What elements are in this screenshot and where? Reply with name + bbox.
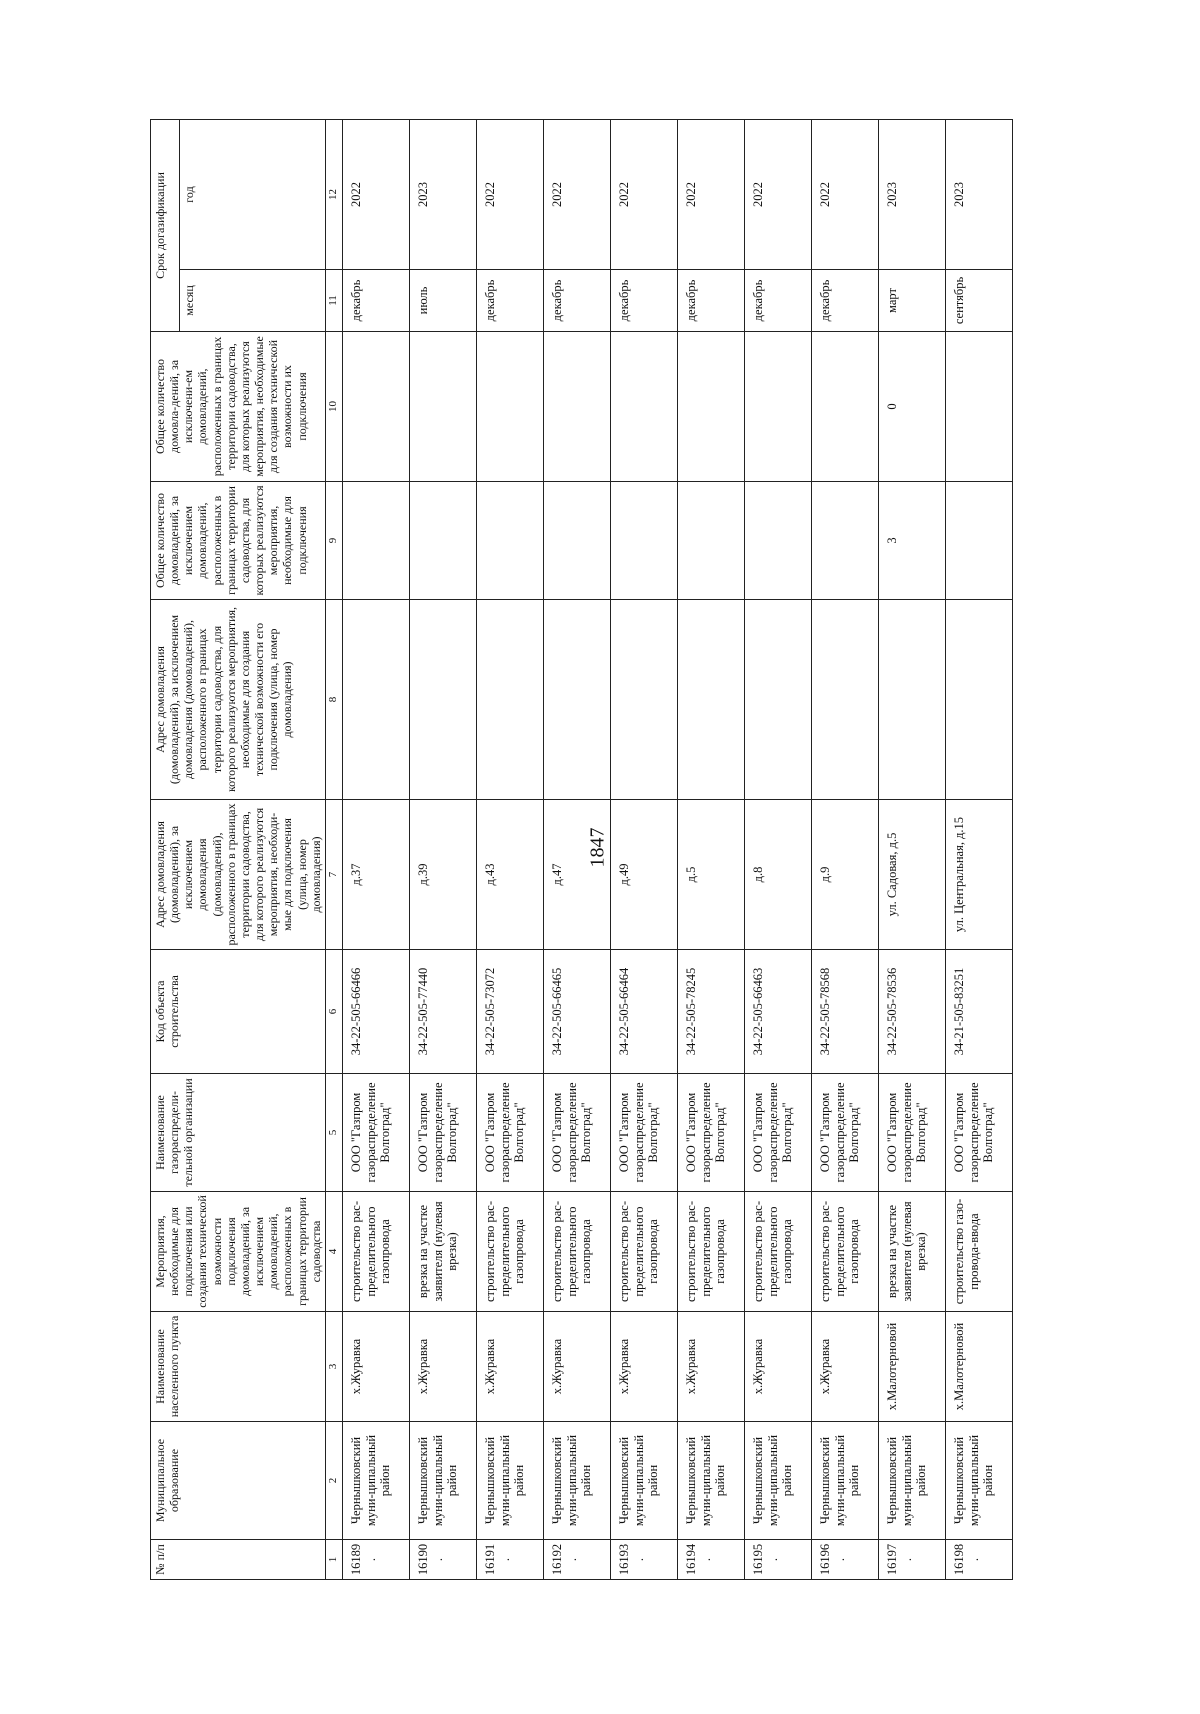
cell-address1: д.49 xyxy=(610,800,677,950)
cell-municipality: Чернышковский муни-ципальный район xyxy=(543,1422,610,1540)
header-address2: Адрес домовладения (домовладений), за исключением домовладения (домовладений), расположенного в границах территории садоводства, для которого реализуются мероприятия, необходимые для создания технической возможности его подключения (улица, номер домовладения) xyxy=(151,600,326,800)
cell-measures: строительство газо-провода-ввода xyxy=(945,1192,1012,1312)
cell-year: 2023 xyxy=(878,119,945,269)
header-num: № п/п xyxy=(151,1540,326,1580)
table-row xyxy=(878,119,945,1579)
cell-month: июль xyxy=(409,270,476,332)
cell-address1: ул. Центральная, д.15 xyxy=(945,800,1012,950)
cell-settlement: х.Журавка xyxy=(744,1312,811,1422)
cell-year: 2022 xyxy=(610,119,677,269)
cell-gas-org: ООО "Газпром газораспределение Волгоград" xyxy=(409,1074,476,1192)
cell-code: 34-22-505-66463 xyxy=(744,950,811,1074)
header-month: месяц xyxy=(180,270,326,332)
cell-address1: ул. Садовая, д.5 xyxy=(878,800,945,950)
header-settlement: Наименование населенного пункта xyxy=(151,1312,326,1422)
column-number: 5 xyxy=(325,1074,342,1192)
cell-municipality: Чернышковский муни-ципальный район xyxy=(610,1422,677,1540)
column-number: 11 xyxy=(325,270,342,332)
header-year: год xyxy=(180,119,326,269)
cell-total1 xyxy=(476,482,543,600)
cell-num: 16189. xyxy=(342,1540,409,1580)
cell-municipality: Чернышковский муни-ципальный район xyxy=(342,1422,409,1540)
column-number: 6 xyxy=(325,950,342,1074)
cell-address2 xyxy=(878,600,945,800)
cell-settlement: х.Журавка xyxy=(811,1312,878,1422)
header-code: Код объекта строительства xyxy=(151,950,326,1074)
cell-code: 34-22-505-78568 xyxy=(811,950,878,1074)
column-number: 4 xyxy=(325,1192,342,1312)
cell-municipality: Чернышковский муни-ципальный район xyxy=(945,1422,1012,1540)
cell-code: 34-21-505-83251 xyxy=(945,950,1012,1074)
cell-month: декабрь xyxy=(543,270,610,332)
cell-municipality: Чернышковский муни-ципальный район xyxy=(878,1422,945,1540)
cell-settlement: х.Журавка xyxy=(677,1312,744,1422)
header-total2: Общее количество домовла-дений, за исключени-ем домовладений, расположенных в границах территории садоводства, для которых реализуются мероприятия, необходимые для создания технической возможности их подключения xyxy=(151,332,326,482)
cell-settlement: х.Журавка xyxy=(610,1312,677,1422)
cell-address1: д.5 xyxy=(677,800,744,950)
header-address1: Адрес домовладения (домовладений), за исключением домовладения (домовладений), расположенного в границах территории садоводства, для которого реализуются мероприятия, необходи-мые для подключения (улица, номер домовладения) xyxy=(151,800,326,950)
column-number: 3 xyxy=(325,1312,342,1422)
cell-year: 2023 xyxy=(945,119,1012,269)
cell-num: 16196. xyxy=(811,1540,878,1580)
cell-total2 xyxy=(945,332,1012,482)
cell-year: 2023 xyxy=(409,119,476,269)
cell-month: сентябрь xyxy=(945,270,1012,332)
cell-municipality: Чернышковский муни-ципальный район xyxy=(409,1422,476,1540)
header-deadline: Срок догазификации xyxy=(151,119,180,331)
gasification-table xyxy=(150,119,1013,1580)
cell-month: декабрь xyxy=(476,270,543,332)
table-row xyxy=(945,119,1012,1579)
cell-gas-org: ООО "Газпром газораспределение Волгоград" xyxy=(744,1074,811,1192)
cell-measures: строительство рас-пределительного газопровода xyxy=(744,1192,811,1312)
cell-total2 xyxy=(342,332,409,482)
cell-settlement: х.Малотерновой xyxy=(878,1312,945,1422)
cell-total2 xyxy=(476,332,543,482)
cell-gas-org: ООО "Газпром газораспределение Волгоград" xyxy=(677,1074,744,1192)
cell-measures: строительство рас-пределительного газопровода xyxy=(610,1192,677,1312)
cell-address1: д.37 xyxy=(342,800,409,950)
table-row xyxy=(610,119,677,1579)
cell-code: 34-22-505-66465 xyxy=(543,950,610,1074)
cell-month: декабрь xyxy=(342,270,409,332)
cell-num: 16197. xyxy=(878,1540,945,1580)
cell-municipality: Чернышковский муни-ципальный район xyxy=(811,1422,878,1540)
rotated-table-container xyxy=(150,120,1030,1580)
cell-address2 xyxy=(677,600,744,800)
table-row xyxy=(811,119,878,1579)
column-number: 12 xyxy=(325,119,342,269)
cell-settlement: х.Журавка xyxy=(342,1312,409,1422)
table-row xyxy=(543,119,610,1579)
cell-code: 34-22-505-73072 xyxy=(476,950,543,1074)
cell-settlement: х.Журавка xyxy=(476,1312,543,1422)
cell-total2: 0 xyxy=(878,332,945,482)
cell-num: 16191. xyxy=(476,1540,543,1580)
cell-num: 16190. xyxy=(409,1540,476,1580)
cell-gas-org: ООО "Газпром газораспределение Волгоград" xyxy=(878,1074,945,1192)
cell-measures: строительство рас-пределительного газопровода xyxy=(543,1192,610,1312)
cell-num: 16192. xyxy=(543,1540,610,1580)
cell-total1 xyxy=(677,482,744,600)
cell-total1 xyxy=(409,482,476,600)
cell-measures: врезка на участке заявителя (нулевая врезка) xyxy=(878,1192,945,1312)
cell-total1 xyxy=(811,482,878,600)
cell-address2 xyxy=(744,600,811,800)
cell-total2 xyxy=(677,332,744,482)
cell-year: 2022 xyxy=(342,119,409,269)
cell-gas-org: ООО "Газпром газораспределение Волгоград" xyxy=(342,1074,409,1192)
cell-year: 2022 xyxy=(677,119,744,269)
cell-address2 xyxy=(342,600,409,800)
cell-total2 xyxy=(409,332,476,482)
header-measures: Мероприятия, необходимые для подключения или создания технической возможности подключения домовладений, за исключением домовладений, расположенных в границах территории садоводства xyxy=(151,1192,326,1312)
cell-settlement: х.Малотерновой xyxy=(945,1312,1012,1422)
cell-address2 xyxy=(543,600,610,800)
column-number: 2 xyxy=(325,1422,342,1540)
cell-settlement: х.Журавка xyxy=(543,1312,610,1422)
cell-municipality: Чернышковский муни-ципальный район xyxy=(744,1422,811,1540)
cell-total2 xyxy=(543,332,610,482)
cell-code: 34-22-505-78245 xyxy=(677,950,744,1074)
table-row xyxy=(476,119,543,1579)
header-gas-org: Наименование газораспредели-тельной организации xyxy=(151,1074,326,1192)
cell-measures: врезка на участке заявителя (нулевая врезка) xyxy=(409,1192,476,1312)
column-number: 1 xyxy=(325,1540,342,1580)
column-number: 8 xyxy=(325,600,342,800)
cell-total1 xyxy=(945,482,1012,600)
cell-gas-org: ООО "Газпром газораспределение Волгоград" xyxy=(610,1074,677,1192)
cell-num: 16193. xyxy=(610,1540,677,1580)
header-row xyxy=(151,119,180,1579)
cell-municipality: Чернышковский муни-ципальный район xyxy=(476,1422,543,1540)
cell-gas-org: ООО "Газпром газораспределение Волгоград" xyxy=(945,1074,1012,1192)
cell-measures: строительство рас-пределительного газопровода xyxy=(811,1192,878,1312)
cell-address2 xyxy=(945,600,1012,800)
cell-year: 2022 xyxy=(744,119,811,269)
cell-month: декабрь xyxy=(811,270,878,332)
cell-address2 xyxy=(476,600,543,800)
cell-total1 xyxy=(744,482,811,600)
page-number: 1847 xyxy=(586,827,609,868)
cell-total1 xyxy=(610,482,677,600)
cell-total2 xyxy=(744,332,811,482)
table-row xyxy=(677,119,744,1579)
cell-year: 2022 xyxy=(811,119,878,269)
cell-num: 16194. xyxy=(677,1540,744,1580)
cell-year: 2022 xyxy=(476,119,543,269)
cell-num: 16195. xyxy=(744,1540,811,1580)
cell-month: декабрь xyxy=(744,270,811,332)
cell-total1 xyxy=(543,482,610,600)
cell-settlement: х.Журавка xyxy=(409,1312,476,1422)
cell-address1: д.8 xyxy=(744,800,811,950)
cell-code: 34-22-505-77440 xyxy=(409,950,476,1074)
cell-code: 34-22-505-66466 xyxy=(342,950,409,1074)
cell-address2 xyxy=(409,600,476,800)
table-row xyxy=(744,119,811,1579)
column-number: 7 xyxy=(325,800,342,950)
cell-address1: д.9 xyxy=(811,800,878,950)
cell-month: декабрь xyxy=(677,270,744,332)
cell-address1: д.43 xyxy=(476,800,543,950)
column-number: 10 xyxy=(325,332,342,482)
cell-total2 xyxy=(610,332,677,482)
cell-total1: 3 xyxy=(878,482,945,600)
cell-measures: строительство рас-пределительного газопровода xyxy=(342,1192,409,1312)
column-number: 9 xyxy=(325,482,342,600)
cell-measures: строительство рас-пределительного газопровода xyxy=(476,1192,543,1312)
table-row xyxy=(342,119,409,1579)
cell-municipality: Чернышковский муни-ципальный район xyxy=(677,1422,744,1540)
cell-address2 xyxy=(610,600,677,800)
cell-address1: д.47 xyxy=(543,800,610,950)
cell-code: 34-22-505-78536 xyxy=(878,950,945,1074)
column-number-row xyxy=(325,119,342,1579)
cell-month: декабрь xyxy=(610,270,677,332)
header-total1: Общее количество домовладений, за исключением домовладений, расположенных в границах территории садоводства, для которых реализуются мероприятия, необходимые для подключения xyxy=(151,482,326,600)
cell-gas-org: ООО "Газпром газораспределение Волгоград" xyxy=(811,1074,878,1192)
cell-year: 2022 xyxy=(543,119,610,269)
cell-total2 xyxy=(811,332,878,482)
cell-month: март xyxy=(878,270,945,332)
cell-total1 xyxy=(342,482,409,600)
cell-address2 xyxy=(811,600,878,800)
table-body xyxy=(342,119,1012,1579)
cell-code: 34-22-505-66464 xyxy=(610,950,677,1074)
cell-gas-org: ООО "Газпром газораспределение Волгоград" xyxy=(543,1074,610,1192)
header-municipality: Муниципальное образование xyxy=(151,1422,326,1540)
table-row xyxy=(409,119,476,1579)
cell-measures: строительство рас-пределительного газопровода xyxy=(677,1192,744,1312)
cell-gas-org: ООО "Газпром газораспределение Волгоград" xyxy=(476,1074,543,1192)
cell-address1: д.39 xyxy=(409,800,476,950)
cell-num: 16198. xyxy=(945,1540,1012,1580)
